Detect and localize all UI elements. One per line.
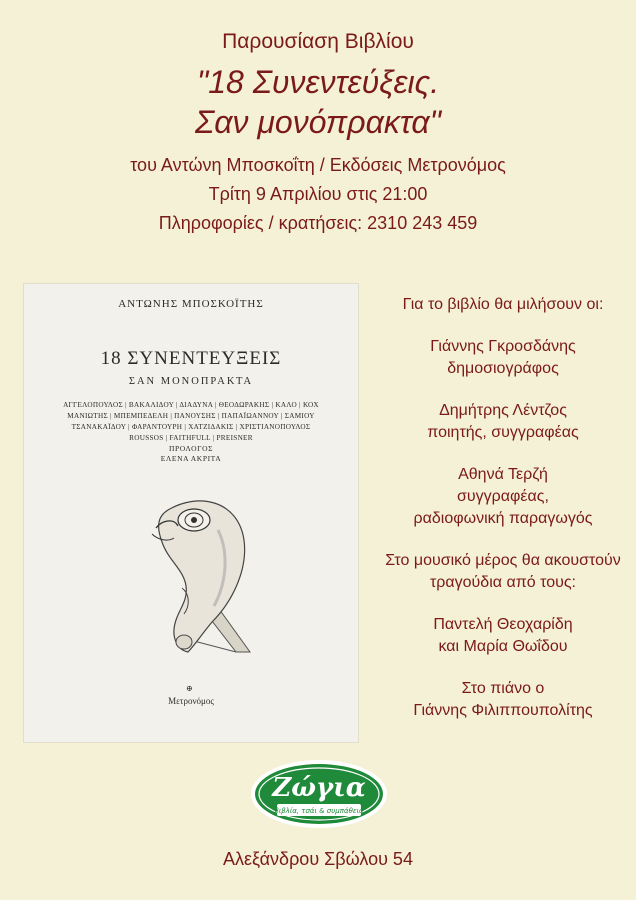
cover-names-line: ΜΑΝΙΩΤΗΣ | ΜΠΕΜΠΕΔΕΛΗ | ΠΑΝΟΥΣΗΣ | ΠΑΠΑΪΩΑΝΝΟΥ | ΣΑΜΙΟΥ [67,412,315,420]
speaker-name: Αθηνά Τερζή [458,466,548,483]
piano-line: Γιάννης Φιλιππουπολίτης [413,702,593,719]
cover-prologue-label: ΠΡΟΛΟΓΟΣ [168,444,214,453]
venue-logo [249,758,389,834]
cover-title: 18 ΣΥΝΕΝΤΕΥΞΕΙΣ [100,348,282,369]
piano-line: Στο πιάνο ο [461,680,545,697]
singer-line: Παντελή Θεοχαρίδη [433,616,573,633]
logo-tagline: βιβλία, τσάι & συμπάθεια [274,807,364,815]
venue-address: Αλεξάνδρου Σβώλου 54 [223,849,413,869]
pianist [370,678,636,722]
speaker-role: συγγραφέας, [457,488,549,505]
cover-interviewees [38,400,344,444]
speaker-role: ραδιοφωνική παραγωγός [413,510,593,527]
speaker-role: ποιητής, συγγραφέας [427,424,579,441]
speaker-item [370,336,636,380]
event-header [0,28,636,236]
book-cover [24,284,358,742]
cover-prologue-name: ΕΛΕΝΑ ΑΚΡΙΤΑ [160,454,222,463]
music-lead-line: Στο μουσικό μέρος θα ακουστούν [385,552,621,569]
event-kicker: Παρουσίαση Βιβλίου [222,30,414,53]
speaker-item [370,464,636,530]
cover-subtitle: ΣΑΝ ΜΟΝΟΠΡΑΚΤΑ [128,376,254,387]
music-lead-line: τραγούδια από τους: [429,574,576,591]
speakers-section [370,294,636,742]
cover-names-line: ΑΓΓΕΛΟΠΟΥΛΟΣ | ΒΑΚΑΛΙΔΟΥ | ΔΙΑΔΥΝΑ | ΘΕΟΔΩΡΑΚΗΣ | ΚΑΛΟ | ΚΟΧ [63,401,319,409]
speaker-name: Γιάννης Γκροσδάνης [430,338,576,355]
book-title-line2: Σαν μονόπρακτα" [195,104,441,140]
cover-illustration [128,490,258,656]
cover-names-line: ROUSSOS | FAITHFULL | PREISNER [129,434,253,442]
cover-prologue [24,444,358,464]
cover-author: ΑΝΤΩΝΗΣ ΜΠΟΣΚΟΪΤΗΣ [118,298,264,310]
author-publisher-line: του Αντώνη Μποσκοΐτη / Εκδόσεις Μετρονόμος [130,155,506,175]
music-lead [370,550,636,594]
book-title [0,62,636,142]
cover-publisher: Μετρονόμος [168,696,214,706]
book-title-line1: "18 Συνεντεύξεις. [196,64,440,100]
logo-name: Ζώγια [272,773,366,803]
date-time-line: Τρίτη 9 Απριλίου στις 21:00 [208,184,428,204]
speaker-item [370,400,636,444]
singers [370,614,636,658]
publisher-logo-icon: ⊕ [186,684,193,693]
event-info [0,152,636,236]
speaker-role: δημοσιογράφος [447,360,559,377]
speakers-lead: Για το βιβλίο θα μιλήσουν οι: [402,296,604,313]
singer-line: και Μαρία Θωΐδου [438,638,568,655]
cover-names-line: ΤΣΑΝΑΚΑΪΔΟΥ | ΦΑΡΑΝΤΟΥΡΗ | ΧΑΤΖΙΔΑΚΙΣ | ΧΡΙΣΤΙΑΝΟΠΟΥΛΟΣ [71,423,311,431]
contact-line: Πληροφορίες / κρατήσεις: 2310 243 459 [158,213,478,233]
speaker-name: Δημήτρης Λέντζος [439,402,567,419]
